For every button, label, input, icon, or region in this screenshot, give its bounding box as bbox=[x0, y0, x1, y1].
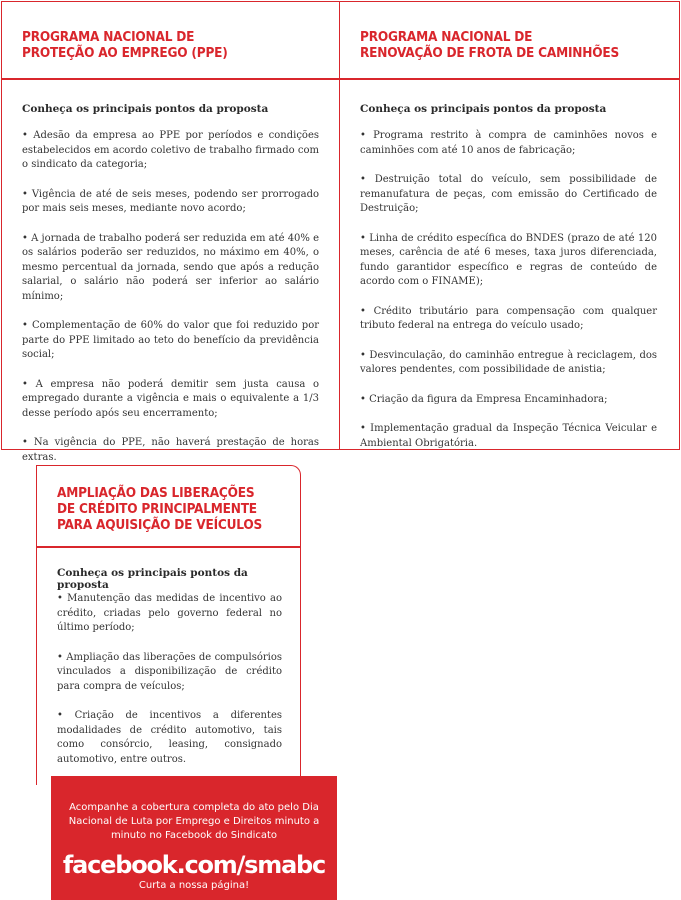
frota-item: • Implementação gradual da Inspeção Técnica Veicular e Ambiental Obrigatória. bbox=[360, 422, 657, 451]
ppe-section bbox=[1, 1, 340, 463]
ppe-title-line1: PROGRAMA NACIONAL DE bbox=[22, 29, 195, 45]
frota-item: • Desvinculação, do caminhão entregue à reciclagem, dos valores pendentes, com possibilidade de anistia; bbox=[360, 349, 657, 378]
frota-list bbox=[360, 129, 657, 466]
frota-title bbox=[360, 29, 619, 61]
ppe-item: • A empresa não poderá demitir sem justa causa o empregado durante a vigência e mais o equivalente a 1/3 desse período após seu encerramento; bbox=[22, 378, 319, 422]
ppe-item: • A jornada de trabalho poderá ser reduzida em até 40% e os salários poderão ser reduzidos, no máximo em 40%, o mesmo percentual da jornada, sendo que após a redução salarial, o salário não poderá ser inferior ao salário mínimo; bbox=[22, 232, 319, 305]
ppe-divider bbox=[2, 78, 340, 80]
credito-title-line2: DE CRÉDITO PRINCIPALMENTE bbox=[57, 501, 257, 517]
ppe-title bbox=[22, 29, 228, 61]
credito-item: • Ampliação das liberações de compulsórios vinculados a disponibilização de crédito para compra de veículos; bbox=[57, 651, 282, 695]
ppe-list bbox=[22, 129, 319, 480]
credito-title-line1: AMPLIAÇÃO DAS LIBERAÇÕES bbox=[57, 485, 255, 501]
frota-item: • Destruição total do veículo, sem possibilidade de remanufatura de peças, com emissão do Certificado de Destruição; bbox=[360, 173, 657, 217]
ppe-intro: Conheça os principais pontos da proposta bbox=[22, 103, 269, 115]
promo-text: Acompanhe a cobertura completa do ato pelo Dia Nacional de Luta por Emprego e Direitos minuto a minuto no Facebook do Sindicato bbox=[68, 802, 320, 841]
ppe-item: • Complementação de 60% do valor que foi reduzido por parte do PPE limitado ao teto do benefício da previdência social; bbox=[22, 319, 319, 363]
facebook-promo bbox=[51, 776, 337, 900]
ppe-item: • Adesão da empresa ao PPE por períodos e condições estabelecidos em acordo coletivo de trabalho firmado com o sindicato da categoria; bbox=[22, 129, 319, 173]
credito-intro: Conheça os principais pontos da proposta bbox=[57, 567, 248, 591]
credito-title-line3: PARA AQUISIÇÃO DE VEÍCULOS bbox=[57, 517, 262, 533]
frota-item: • Programa restrito à compra de caminhões novos e caminhões com até 10 anos de fabricação; bbox=[360, 129, 657, 158]
ppe-title-line2: PROTEÇÃO AO EMPREGO (PPE) bbox=[22, 45, 228, 61]
facebook-link[interactable]: facebook.com/smabc bbox=[62, 851, 326, 879]
promo-subtitle: Curta a nossa página! bbox=[138, 880, 250, 891]
frota-item: • Linha de crédito específica do BNDES (prazo de até 120 meses, carência de até 6 meses, taxa juros diferenciada, fundo garantidor específico e regras de conteúdo de acordo com o FINAME); bbox=[360, 232, 657, 290]
frota-title-line2: RENOVAÇÃO DE FROTA DE CAMINHÕES bbox=[360, 45, 619, 61]
credito-divider bbox=[37, 546, 300, 548]
credito-item: • Manutenção das medidas de incentivo ao crédito, criadas pelo governo federal no último período; bbox=[57, 592, 282, 636]
frota-item: • Crédito tributário para compensação com qualquer tributo federal na entrega do veículo usado; bbox=[360, 305, 657, 334]
frota-title-line1: PROGRAMA NACIONAL DE bbox=[360, 29, 533, 45]
credito-item: • Criação de incentivos a diferentes modalidades de crédito automotivo, tais como consórcio, leasing, consignado automotivo, entre outros. bbox=[57, 709, 282, 767]
frota-divider bbox=[340, 78, 679, 80]
ppe-item: • Vigência de até de seis meses, podendo ser prorrogado por mais seis meses, mediante novo acordo; bbox=[22, 188, 319, 217]
ppe-item: • Na vigência do PPE, não haverá prestação de horas extras. bbox=[22, 436, 319, 465]
credito-title bbox=[57, 485, 262, 533]
frota-item: • Criação da figura da Empresa Encaminhadora; bbox=[360, 393, 657, 408]
credito-list bbox=[57, 592, 282, 782]
frota-intro: Conheça os principais pontos da proposta bbox=[360, 103, 607, 115]
frota-section bbox=[339, 1, 680, 450]
credito-section bbox=[36, 465, 301, 785]
